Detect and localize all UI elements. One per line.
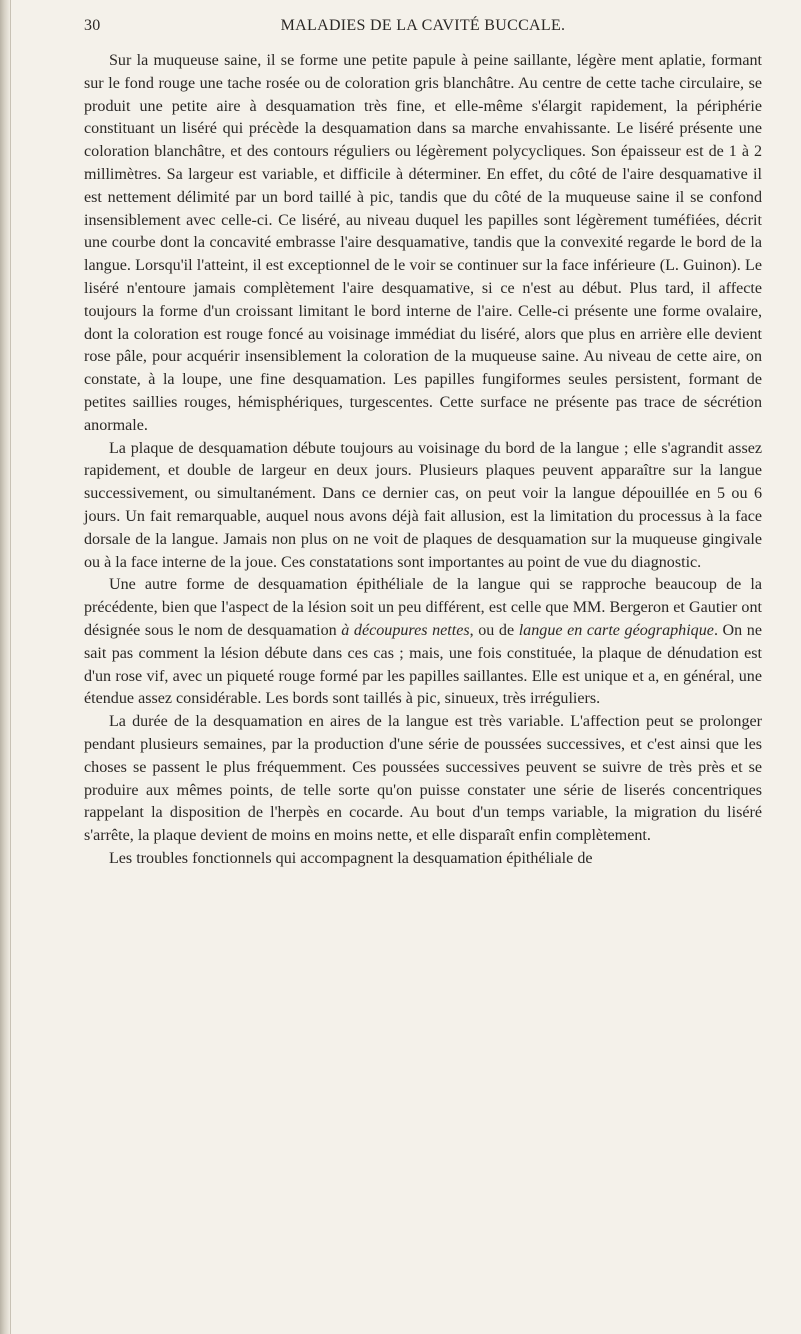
paragraph-3-italic-term-1: à découpures nettes	[341, 621, 470, 639]
body-text	[84, 50, 762, 871]
paragraph-3	[84, 574, 762, 711]
page-number: 30	[84, 17, 101, 34]
book-page	[84, 0, 762, 1334]
paragraph-5: Les troubles fonctionnels qui accompagnent la desquamation épithéliale de	[108, 849, 593, 867]
paragraph-3-italic-term-2: langue en carte géographique	[518, 621, 714, 639]
paragraph-4: La durée de la desquamation en aires de la langue est très variable. L'affection peut se prolonger pendant plusieurs semaines, par la production d'une série de poussées successives, et c'est ainsi que les choses se passent le plus fréquemment. Ces poussées successives peuvent se suivre de très près et se produire aux mêmes points, de telle sorte qu'on puisse constater une série de liserés concentriques rappelant la disposition de l'herpès en cocarde. Au bout d'un temps variable, la migration du liséré s'arrête, la plaque devient de moins en moins nette, et elle disparaît enfin complètement.	[84, 713, 762, 845]
paragraph-3-text-before: Une autre forme de desquamation épithéliale de la langue qui se rapproche beaucoup de la précédente, bien que l'aspect de la lésion soit un peu différent, est celle que MM. Bergeron et Gautier ont désignée sous le nom de desquamation	[84, 576, 762, 639]
paragraph-3-text-middle: , ou de	[469, 621, 519, 639]
page-binding-edge	[0, 0, 10, 1334]
paragraph-3-text-after: . On ne sait pas comment la lésion débute dans ces cas ; mais, une fois constituée, la plaque de dénudation est d'un rose vif, avec un piqueté rouge formé par les papilles saillantes. Elle est unique et a, en général, une étendue assez considérable. Les bords sont taillés à pic, sinueux, très irréguliers.	[84, 621, 762, 708]
running-title: MALADIES DE LA CAVITÉ BUCCALE.	[280, 17, 566, 34]
paragraph-1: Sur la muqueuse saine, il se forme une petite papule à peine saillante, légère ment aplatie, formant sur le fond rouge une tache rosée ou de coloration gris blanchâtre. Au centre de cette tache circulaire, se produit une petite aire à desquamation très fine, et elle-même s'élargit rapidement, la périphérie constituant un liséré qui précède la desquamation dans sa marche envahissante. Le liséré présente une coloration blanchâtre, et des contours réguliers ou légèrement polycycliques. Son épaisseur est de 1 à 2 millimètres. Sa largeur est variable, et difficile à déterminer. En effet, du côté de l'aire desquamative il est nettement délimité par un bord taillé à pic, tandis que du côté de la muqueuse saine il se confond insensiblement avec celle-ci. Ce liséré, au niveau duquel les papilles sont légèrement tuméfiées, décrit une courbe dont la concavité embrasse l'aire desquamative, tandis que la convexité regarde le bord de la langue. Lorsqu'il l'atteint, il est exceptionnel de le voir se continuer sur la face inférieure (L. Guinon). Le liséré n'entoure jamais complètement l'aire desquamative, si ce n'est au début. Plus tard, il affecte toujours la forme d'un croissant limitant le bord interne de l'aire. Celle-ci présente une forme ovalaire, dont la coloration est rouge foncé au voisinage immédiat du liséré, alors que plus en arrière elle devient rose pâle, pour acquérir insensiblement la coloration de la muqueuse saine. Au niveau de cette aire, on constate, à la loupe, une fine desquamation. Les papilles fungiformes seules persistent, formant de petites saillies rouges, hémisphériques, turgescentes. Cette surface ne présente pas trace de sécrétion anormale.	[84, 52, 762, 434]
paragraph-2: La plaque de desquamation débute toujours au voisinage du bord de la langue ; elle s'agrandit assez rapidement, et double de largeur en deux jours. Plusieurs plaques peuvent apparaître sur la langue successivement, ou simultanément. Dans ce dernier cas, on peut voir la langue dépouillée en 5 ou 6 jours. Un fait remarquable, auquel nous avons déjà fait allusion, est la limitation du processus à la face dorsale de la langue. Jamais non plus on ne voit de plaques de desquamation sur la muqueuse gingivale ou à la face interne de la joue. Ces constatations sont importantes au point de vue du diagnostic.	[84, 439, 762, 571]
page-binding-line	[10, 0, 11, 1334]
page-header	[84, 0, 762, 50]
